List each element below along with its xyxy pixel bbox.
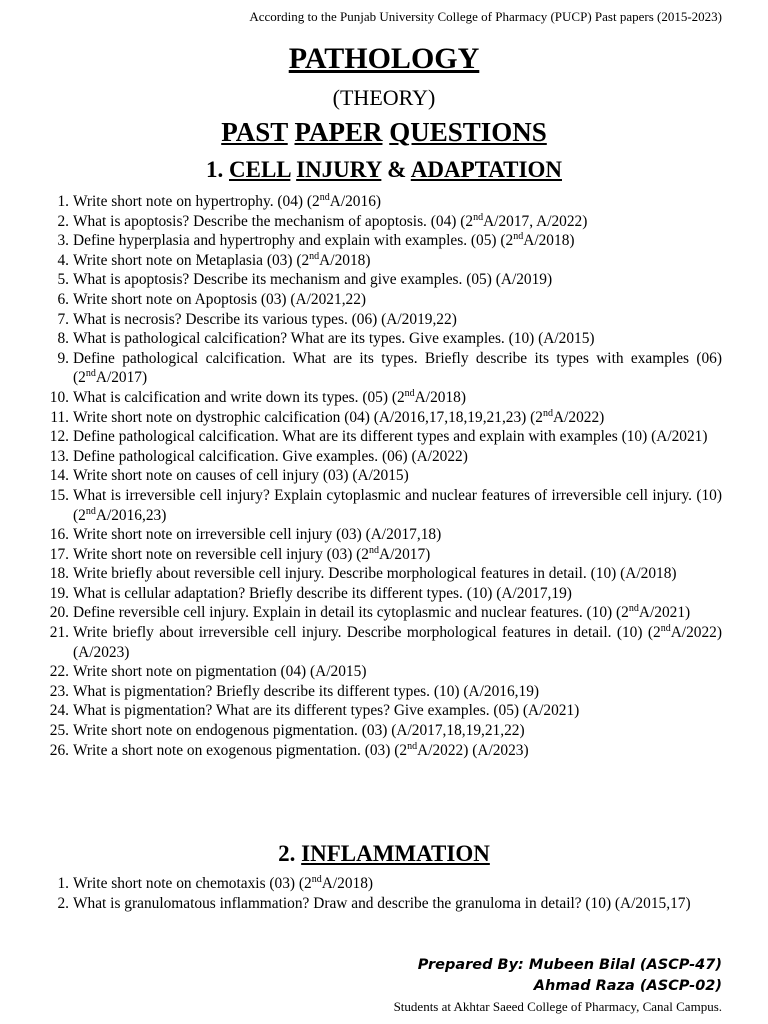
ppq-word: QUESTIONS	[389, 117, 547, 147]
question-text: What is cellular adaptation? Briefly describe its different types. (10) (A/2017,19)	[73, 584, 572, 602]
question-number: 23.	[49, 682, 69, 700]
question-text: What is calcification and write down its types. (05) (2ndA/2018)	[73, 387, 466, 406]
question-number: 13.	[49, 447, 69, 465]
question-item	[42, 701, 722, 721]
question-item	[42, 545, 722, 565]
question-text: Write short note on hypertrophy. (04) (2ndA/2016)	[73, 191, 382, 210]
ordinal-superscript: nd	[85, 505, 96, 517]
question-text: What is pigmentation? Briefly describe its different types. (10) (A/2016,19)	[73, 682, 540, 700]
ppq-word: PAPER	[294, 117, 383, 147]
question-text: What is pathological calcification? What are its types. Give examples. (10) (A/2015)	[73, 330, 595, 348]
question-number: 24.	[49, 702, 69, 720]
section-heading-word: CELL	[229, 157, 291, 182]
question-text: Write briefly about reversible cell injury. Describe morphological features in detail. (10) (A/2018)	[73, 565, 677, 583]
ordinal-superscript: nd	[407, 740, 418, 752]
question-text: Define hyperplasia and hypertrophy and explain with examples. (05) (2ndA/2018)	[73, 231, 575, 250]
question-text: Write short note on Metaplasia (03) (2ndA/2018)	[73, 250, 371, 269]
question-item	[42, 251, 722, 271]
students-affiliation: Students at Akhtar Saeed College of Pharmacy, Canal Campus.	[393, 999, 722, 1014]
question-number: 26.	[49, 741, 69, 759]
section-number: 1.	[206, 157, 229, 182]
question-number: 17.	[49, 545, 69, 563]
ordinal-superscript: nd	[311, 873, 322, 885]
question-item	[42, 721, 722, 741]
question-text: Write briefly about irreversible cell injury. Describe morphological features in detail. (10) (2ndA/2022) (A/2023)	[73, 622, 722, 661]
question-item	[42, 447, 722, 467]
question-item	[42, 349, 722, 388]
question-text: What is necrosis? Describe its various types. (06) (A/2019,22)	[73, 310, 457, 328]
question-number: 4.	[57, 251, 69, 269]
question-number: 16.	[49, 526, 69, 544]
question-number: 14.	[49, 467, 69, 485]
ordinal-superscript: nd	[660, 622, 671, 634]
page-subtitle: (THEORY)	[332, 85, 436, 110]
second-author-signature: Ahmad Raza (ASCP-02)	[533, 978, 722, 994]
question-number: 11.	[50, 408, 69, 426]
ordinal-superscript: nd	[368, 544, 379, 556]
question-number: 7.	[57, 310, 69, 328]
question-text: Write short note on causes of cell injury (03) (A/2015)	[73, 467, 409, 485]
question-text: Write short note on pigmentation (04) (A/2015)	[73, 663, 367, 681]
question-item	[42, 427, 722, 447]
question-number: 6.	[57, 290, 69, 308]
question-number: 1.	[57, 875, 69, 892]
question-text: Define pathological calcification. Give examples. (06) (A/2022)	[73, 447, 468, 465]
header-note: According to the Punjab University College of Pharmacy (PUCP) Past papers (2015-2023)	[249, 9, 722, 24]
question-item	[42, 231, 722, 251]
question-item	[42, 329, 722, 349]
question-number: 18.	[49, 565, 69, 583]
section-heading-word: &	[387, 157, 407, 182]
question-number: 3.	[57, 232, 69, 250]
section-heading	[0, 841, 768, 866]
question-text: Define reversible cell injury. Explain in detail its cytoplasmic and nuclear features. (10) (2ndA/2021)	[73, 603, 691, 622]
ordinal-superscript: nd	[628, 603, 639, 615]
question-text: What is granulomatous inflammation? Draw and describe the granuloma in detail? (10) (A/2015,17)	[73, 894, 691, 912]
ordinal-superscript: nd	[319, 191, 330, 203]
section-heading	[0, 157, 768, 182]
section-heading-word: ADAPTATION	[410, 157, 562, 182]
question-number: 21.	[49, 624, 69, 642]
question-item	[42, 874, 722, 894]
question-text: Define pathological calcification. What are its different types and explain with examples (10) (A/2021)	[73, 428, 708, 446]
prepared-by-signature: Prepared By: Mubeen Bilal (ASCP-47)	[417, 957, 722, 973]
question-number: 25.	[49, 722, 69, 740]
question-text: Define pathological calcification. What are its types. Briefly describe its types with examples (06) (2ndA/2017)	[73, 349, 722, 387]
section-heading-word: INJURY	[296, 157, 382, 182]
ordinal-superscript: nd	[309, 250, 320, 262]
ordinal-superscript: nd	[404, 387, 415, 399]
past-paper-questions-heading	[0, 118, 768, 148]
question-item	[42, 466, 722, 486]
question-item	[42, 310, 722, 330]
question-text: Write a short note on exogenous pigmentation. (03) (2ndA/2022) (A/2023)	[73, 740, 529, 759]
question-number: 22.	[49, 663, 69, 681]
question-item	[42, 584, 722, 604]
question-item	[42, 894, 722, 914]
question-list	[42, 874, 722, 913]
question-text: What is apoptosis? Describe the mechanism of apoptosis. (04) (2ndA/2017, A/2022)	[73, 211, 588, 230]
question-item	[42, 564, 722, 584]
question-item	[42, 741, 722, 761]
ordinal-superscript: nd	[513, 231, 524, 243]
question-item	[42, 662, 722, 682]
question-item	[42, 525, 722, 545]
question-text: Write short note on reversible cell injury (03) (2ndA/2017)	[73, 544, 431, 563]
question-item	[42, 290, 722, 310]
question-number: 9.	[57, 349, 69, 367]
question-number: 8.	[57, 330, 69, 348]
question-text: Write short note on endogenous pigmentation. (03) (A/2017,18,19,21,22)	[73, 722, 525, 740]
question-text: Write short note on chemotaxis (03) (2ndA/2018)	[73, 873, 374, 892]
ppq-word: PAST	[221, 117, 288, 147]
section-heading-word: INFLAMMATION	[301, 841, 490, 866]
ordinal-superscript: nd	[85, 368, 96, 380]
question-item	[42, 388, 722, 408]
question-number: 5.	[57, 271, 69, 289]
question-item	[42, 270, 722, 290]
question-number: 2.	[57, 894, 69, 912]
question-item	[42, 603, 722, 623]
question-item	[42, 486, 722, 525]
question-number: 12.	[49, 428, 69, 446]
question-text: Write short note on irreversible cell injury (03) (A/2017,18)	[73, 526, 442, 544]
question-item	[42, 192, 722, 212]
question-text: Write short note on dystrophic calcification (04) (A/2016,17,18,19,21,23) (2ndA/2022)	[73, 407, 605, 426]
question-number: 19.	[49, 584, 69, 602]
section-number: 2.	[278, 841, 302, 866]
question-text: What is irreversible cell injury? Explain cytoplasmic and nuclear features of irreversible cell injury. (10) (2ndA/2016,23)	[73, 486, 722, 524]
question-number: 2.	[57, 212, 69, 230]
question-item	[42, 623, 722, 662]
question-item	[42, 408, 722, 428]
question-number: 20.	[49, 604, 69, 622]
ordinal-superscript: nd	[542, 407, 553, 419]
question-text: Write short note on Apoptosis (03) (A/2021,22)	[73, 290, 367, 308]
ordinal-superscript: nd	[473, 211, 484, 223]
question-text: What is pigmentation? What are its different types? Give examples. (05) (A/2021)	[73, 702, 580, 720]
question-number: 1.	[57, 193, 69, 210]
question-number: 10.	[49, 388, 69, 406]
question-item	[42, 212, 722, 232]
page-title: PATHOLOGY	[288, 42, 480, 75]
question-list	[42, 192, 722, 760]
question-item	[42, 682, 722, 702]
question-text: What is apoptosis? Describe its mechanism and give examples. (05) (A/2019)	[73, 271, 553, 289]
question-number: 15.	[49, 486, 69, 504]
